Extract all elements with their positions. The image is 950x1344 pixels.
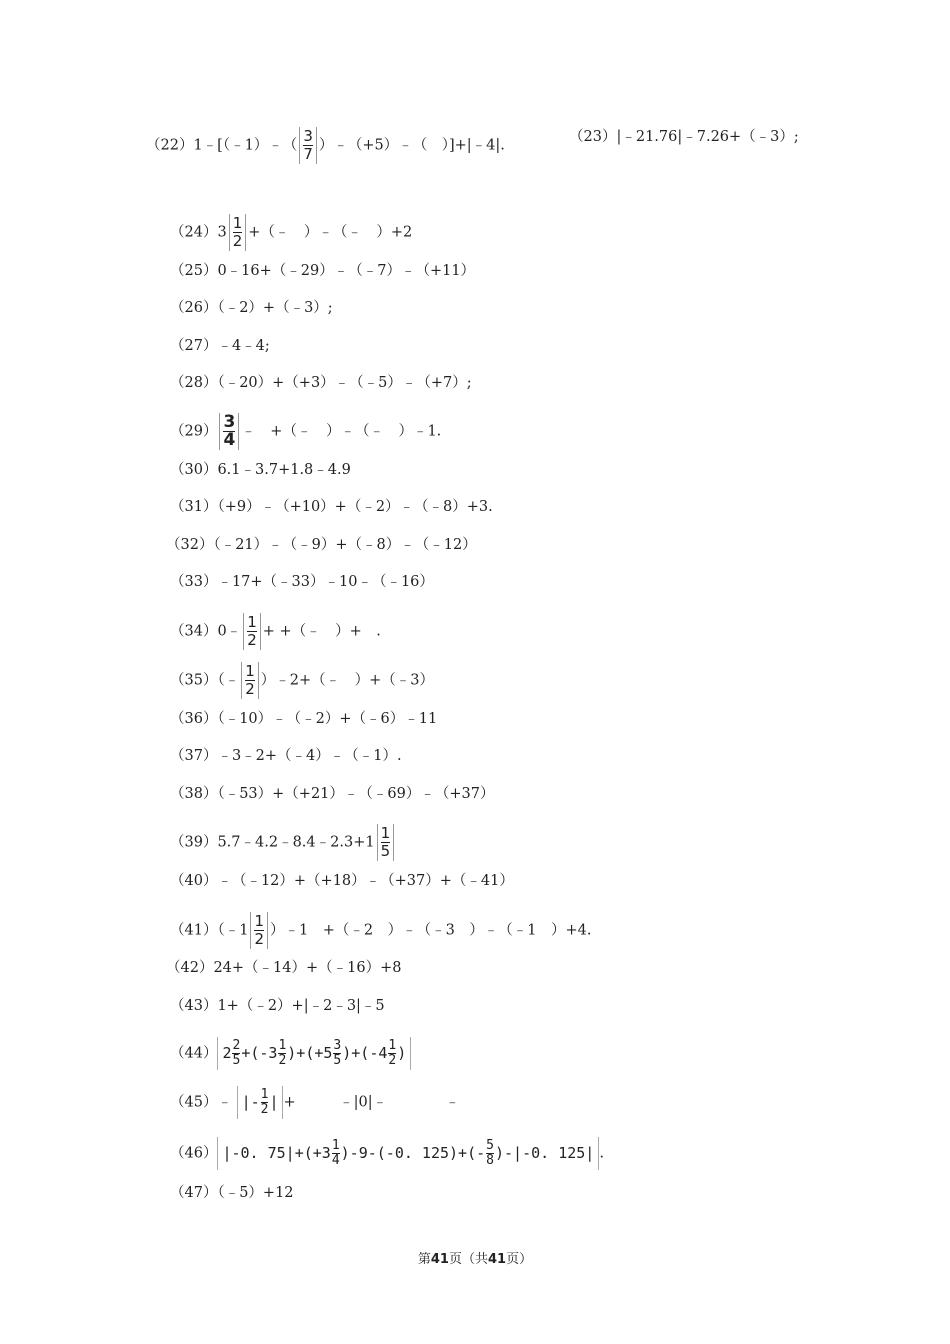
problem-32	[166, 535, 477, 555]
fraction	[332, 1139, 340, 1168]
problem-number: （34）	[170, 623, 218, 640]
problem-number: （23）	[569, 129, 617, 145]
expression-text: |﹣21.76|﹣7.26+（﹣3）;	[616, 129, 799, 145]
fraction-denominator: 5	[232, 1053, 241, 1068]
problem-23	[569, 127, 799, 147]
formula-text: |	[269, 1093, 279, 1111]
expression-text: （﹣53）+（+21）﹣（﹣69）﹣（+37）	[217, 786, 495, 802]
fraction-denominator: 2	[245, 680, 255, 698]
problem-number: （25）	[170, 263, 218, 279]
formula-text: 2	[222, 1044, 232, 1062]
fraction-image	[243, 613, 261, 650]
problem-22	[146, 127, 505, 164]
expression-text: （﹣1	[217, 922, 249, 939]
problem-25	[170, 261, 475, 281]
expression-text: ﹣	[217, 1094, 232, 1111]
formula-text: )-9-(-0. 125)+(-	[340, 1144, 486, 1162]
expression-text: （+9）﹣（+10）+（﹣2）﹣（﹣8）+3.	[217, 499, 493, 515]
expression-text: 1+（﹣2）+|﹣2﹣3|﹣5	[217, 998, 385, 1014]
problem-46	[170, 1137, 604, 1170]
formula-text: )+(+5	[287, 1044, 333, 1062]
fraction-denominator: 4	[223, 430, 236, 450]
fraction-denominator: 2	[232, 232, 243, 250]
expression-text: （﹣20）+（+3）﹣（﹣5）﹣（+7）;	[217, 375, 472, 391]
expression-text: ﹣4﹣4;	[217, 338, 270, 354]
problem-number: （24）	[170, 224, 218, 241]
fraction-denominator: 4	[331, 1153, 340, 1168]
expression-text: 0﹣	[217, 623, 242, 640]
fraction-numerator: 1	[247, 613, 257, 631]
fraction	[261, 1088, 269, 1117]
fraction-denominator: 2	[260, 1102, 269, 1117]
problem-31	[170, 497, 493, 517]
fraction-numerator: 3	[333, 1038, 342, 1053]
fraction	[278, 1039, 286, 1068]
expression-text: （﹣2）+（﹣3）;	[217, 300, 333, 316]
problem-43	[170, 996, 385, 1016]
problem-number: （33）	[170, 574, 218, 590]
expression-text: 5.7﹣4.2﹣8.4﹣2.3+1	[217, 834, 375, 851]
expression-text: ）﹣2+（﹣ ）+（﹣3）	[260, 672, 434, 689]
problem-26	[170, 298, 333, 318]
problem-number: （44）	[170, 1045, 218, 1062]
problem-number: （39）	[170, 834, 218, 851]
fraction-numerator: 1	[232, 214, 243, 232]
problem-37	[170, 746, 402, 766]
expression-text: ﹣3﹣2+（﹣4）﹣（﹣1）.	[217, 748, 402, 764]
problem-number: （38）	[170, 786, 218, 802]
expression-text: +（﹣ ）﹣（﹣ ）+2	[248, 224, 413, 241]
formula-image	[217, 1037, 411, 1070]
formula-text: )+(-4	[342, 1044, 388, 1062]
problem-28	[170, 373, 472, 393]
problem-39	[170, 824, 396, 861]
footer-text: 页（共	[448, 1252, 488, 1267]
problem-number: （35）	[170, 672, 218, 689]
expression-text: 6.1﹣3.7+1.8﹣4.9	[217, 462, 351, 478]
fraction-denominator: 8	[486, 1153, 494, 1168]
expression-text: ﹣ +（﹣ ）﹣（﹣ ）﹣1.	[241, 423, 442, 440]
fraction-numerator: 1	[278, 1038, 287, 1053]
problem-40	[170, 871, 514, 891]
expression-text: （﹣10）﹣（﹣2）+（﹣6）﹣11	[217, 711, 438, 727]
expression-text: ﹣（﹣12）+（+18）﹣（+37）+（﹣41）	[217, 873, 514, 889]
fraction-image	[377, 824, 395, 861]
expression-text: + +（﹣ ）+ .	[262, 623, 381, 640]
expression-text: ﹣17+（﹣33）﹣10﹣（﹣16）	[217, 574, 434, 590]
problem-number: （37）	[170, 748, 218, 764]
expression-text: 24+（﹣14）+（﹣16）+8	[213, 960, 402, 976]
fraction-image	[250, 912, 268, 949]
problem-number: （42）	[166, 960, 214, 976]
fraction-image	[219, 413, 239, 450]
fraction-numerator: 1	[331, 1138, 340, 1153]
fraction-numerator: 1	[388, 1038, 397, 1053]
fraction-numerator: 1	[254, 912, 264, 930]
fraction-denominator: 7	[303, 145, 313, 163]
problem-number: （22）	[146, 137, 194, 154]
problem-24	[170, 214, 412, 251]
problem-number: （40）	[170, 873, 218, 889]
expression-text: ）﹣（+5）﹣（ ）]+|﹣4|.	[318, 137, 505, 154]
fraction	[333, 1039, 341, 1068]
fraction-numerator: 3	[303, 127, 313, 145]
fraction	[232, 1039, 240, 1068]
problem-number: （32）	[166, 537, 214, 553]
problem-45	[170, 1086, 460, 1119]
formula-image	[217, 1137, 599, 1170]
fraction-numerator: 1	[245, 662, 255, 680]
footer-text: 第	[417, 1252, 431, 1267]
formula-text: +(-3	[241, 1044, 278, 1062]
problem-number: （27）	[170, 338, 218, 354]
problem-30	[170, 460, 351, 480]
expression-text: （﹣	[217, 672, 240, 689]
total-pages: 41	[488, 1252, 507, 1267]
problem-27	[170, 336, 270, 356]
fraction-image	[299, 127, 317, 164]
fraction-numerator: 1	[260, 1087, 269, 1102]
problem-number: （41）	[170, 922, 218, 939]
problem-number: （26）	[170, 300, 218, 316]
expression-text: .	[599, 1145, 604, 1162]
problem-number: （36）	[170, 711, 218, 727]
page-number: 41	[430, 1252, 449, 1267]
problem-47	[170, 1183, 294, 1203]
problem-38	[170, 784, 494, 804]
problem-number: （29）	[170, 423, 218, 440]
expression-text: + ﹣|0|﹣ ﹣	[283, 1094, 460, 1111]
formula-text: )-|-0. 125|	[494, 1144, 595, 1162]
problem-41	[170, 912, 592, 949]
problem-number: （30）	[170, 462, 218, 478]
fraction-numerator: 3	[223, 412, 236, 432]
fraction-denominator: 2	[254, 930, 264, 948]
fraction-denominator: 2	[278, 1053, 287, 1068]
problem-34	[170, 613, 381, 650]
problem-44	[170, 1037, 411, 1070]
fraction-image	[229, 214, 247, 251]
problem-number: （46）	[170, 1145, 218, 1162]
formula-image	[237, 1086, 284, 1119]
fraction-image	[241, 662, 259, 699]
fraction-denominator: 2	[388, 1053, 397, 1068]
problem-number: （28）	[170, 375, 218, 391]
fraction-denominator: 5	[380, 842, 391, 860]
footer-text: 页）	[506, 1252, 533, 1267]
formula-text: |-	[241, 1093, 260, 1111]
fraction-denominator: 2	[247, 631, 257, 649]
problem-number: （45）	[170, 1094, 218, 1111]
problem-29	[170, 413, 441, 450]
page-footer	[0, 1248, 950, 1267]
formula-text: )	[397, 1044, 407, 1062]
problem-35	[170, 662, 434, 699]
expression-text: 1﹣[（﹣1）﹣（	[193, 137, 298, 154]
problem-number: （43）	[170, 998, 218, 1014]
expression-text: ）﹣1 +（﹣2 ）﹣（﹣3 ）﹣（﹣1 ）+4.	[269, 922, 592, 939]
fraction-numerator: 5	[486, 1138, 494, 1153]
fraction-numerator: 1	[380, 824, 391, 842]
fraction	[388, 1039, 396, 1068]
problem-number: （47）	[170, 1185, 218, 1201]
expression-text: 3	[217, 224, 227, 241]
expression-text: （﹣5）+12	[217, 1185, 294, 1201]
formula-text: |-0. 75|+(+3	[222, 1144, 331, 1162]
problem-33	[170, 572, 434, 592]
fraction-denominator: 5	[333, 1053, 342, 1068]
problem-42	[166, 958, 401, 978]
problem-36	[170, 709, 437, 729]
fraction	[486, 1139, 494, 1168]
fraction-numerator: 2	[232, 1038, 241, 1053]
expression-text: 0﹣16+（﹣29）﹣（﹣7）﹣（+11）	[217, 263, 476, 279]
expression-text: （﹣21）﹣（﹣9）+（﹣8）﹣（﹣12）	[213, 537, 477, 553]
problem-number: （31）	[170, 499, 218, 515]
